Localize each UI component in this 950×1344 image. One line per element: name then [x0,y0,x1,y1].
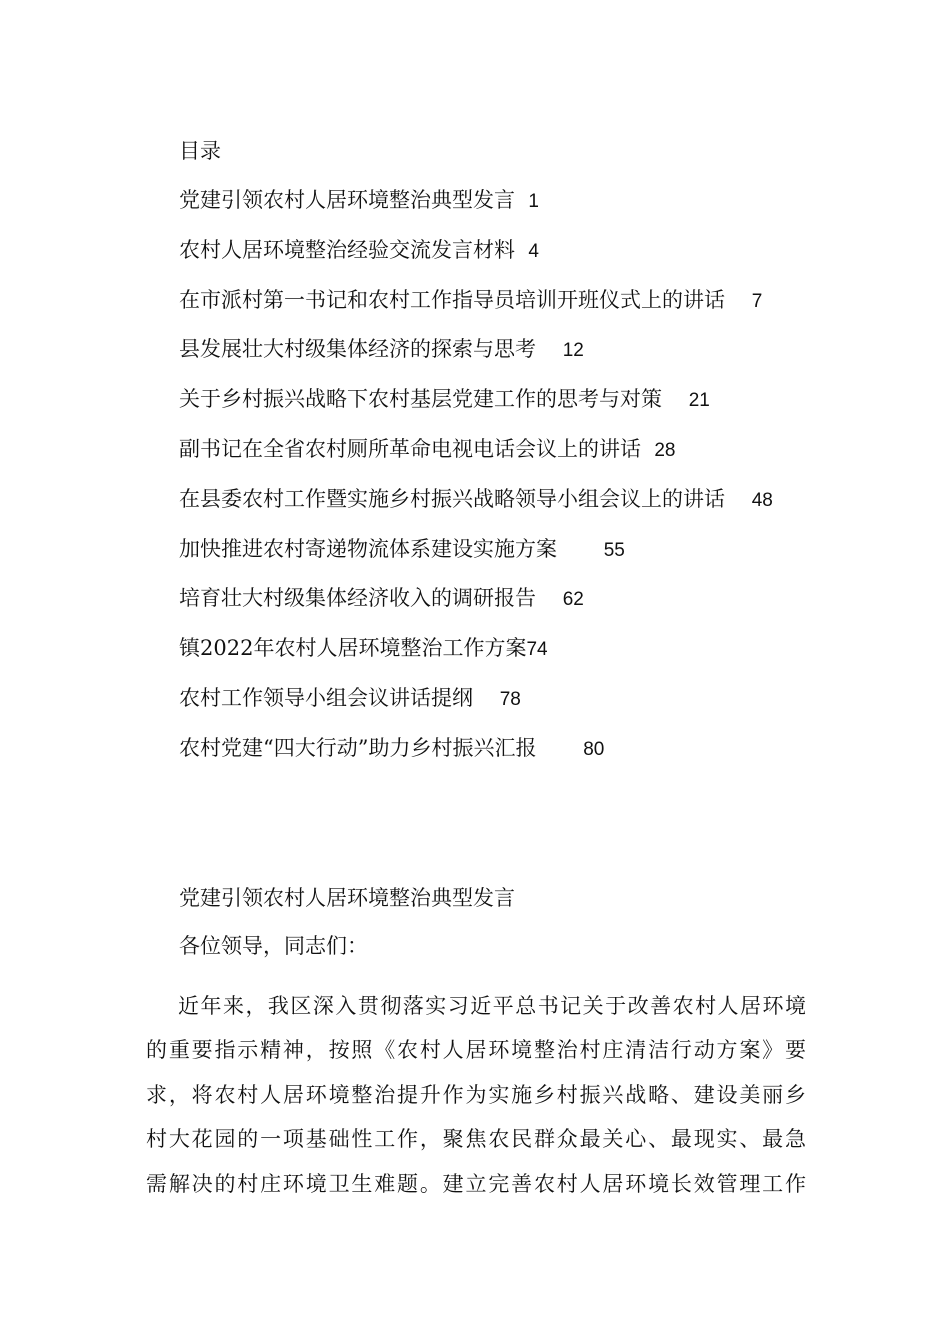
toc-entry-page: 74 [526,639,548,661]
toc-entry[interactable] [179,434,773,484]
body-line: 近年来，我区深入贯彻落实习近平总书记关于改善农村人居环境 [178,994,806,1018]
toc-entry-page: 4 [528,240,539,262]
toc-entry-text: 镇2022年农村人居环境整治工作方案 [179,636,527,661]
toc-entry-text: 在县委农村工作暨实施乡村振兴战略领导小组会议上的讲话 [179,486,725,511]
toc-entry[interactable] [179,583,773,633]
toc-entry-text: 关于乡村振兴战略下农村基层党建工作的思考与对策 [179,387,662,412]
toc-entry-sep [515,238,528,262]
toc-entry-page: 21 [688,390,710,412]
toc-entry-sep [725,487,752,511]
toc-entry-text: 农村工作领导小组会议讲话提纲 [179,685,473,710]
body-line: 求，将农村人居环境整治提升作为实施乡村振兴战略、建设美丽乡 [146,1082,806,1107]
toc-entry[interactable] [179,683,773,733]
toc-entry-text: 农村人居环境整治经验交流发言材料 [179,237,515,262]
toc-entry[interactable] [179,484,773,534]
toc-entry-page: 55 [603,539,625,561]
toc-entry[interactable] [179,384,773,434]
body-line: 村大花园的一项基础性工作，聚焦农民群众最关心、最现实、最急 [146,1127,806,1152]
toc-list [179,185,773,783]
toc-entry-sep [641,437,654,461]
toc-entry-sep [536,586,563,610]
toc-entry-text: 党建引领农村人居环境整治典型发言 [179,188,515,212]
toc-entry-page: 28 [654,439,676,461]
toc-entry-sep [515,188,528,212]
toc-entry[interactable] [179,633,773,683]
toc-entry-text: 培育壮大村级集体经济收入的调研报告 [179,586,536,611]
article-title: 党建引领农村人居环境整治典型发言 [179,886,515,910]
toc-entry-page: 7 [751,290,763,312]
toc-entry-sep [536,337,563,361]
toc-entry-page: 62 [562,589,584,611]
toc-entry-sep [725,288,752,312]
toc-entry[interactable] [179,235,773,285]
toc-entry-page: 78 [499,688,521,710]
toc-entry-sep [536,736,583,760]
toc-entry[interactable] [179,185,773,235]
toc-entry-text: 副书记在全省农村厕所革命电视电话会议上的讲话 [179,436,641,461]
toc-entry-page: 80 [583,738,605,760]
body-paragraph [146,984,806,1206]
toc-entry[interactable] [179,534,773,584]
body-line: 需解决的村庄环境卫生难题。建立完善农村人居环境长效管理工作 [146,1171,806,1196]
toc-entry-text: 在市派村第一书记和农村工作指导员培训开班仪式上的讲话 [179,287,725,312]
toc-title: 目录 [179,139,221,163]
toc-entry[interactable] [179,334,773,384]
toc-entry-text: 农村党建“四大行动”助力乡村振兴汇报 [179,735,537,760]
toc-entry-text: 县发展壮大村级集体经济的探索与思考 [179,337,536,362]
toc-entry[interactable] [179,733,773,783]
body-line: 的重要指示精神，按照《农村人居环境整治村庄清洁行动方案》要 [146,1038,806,1063]
salutation: 各位领导，同志们： [179,934,368,958]
toc-entry[interactable] [179,285,773,335]
toc-entry-page: 12 [562,340,584,362]
toc-entry-sep [557,537,604,561]
toc-entry-page: 48 [751,489,773,511]
toc-entry-page: 1 [528,191,539,212]
toc-entry-sep [662,387,689,411]
toc-entry-text: 加快推进农村寄递物流体系建设实施方案 [179,536,557,561]
toc-entry-sep [473,686,500,710]
